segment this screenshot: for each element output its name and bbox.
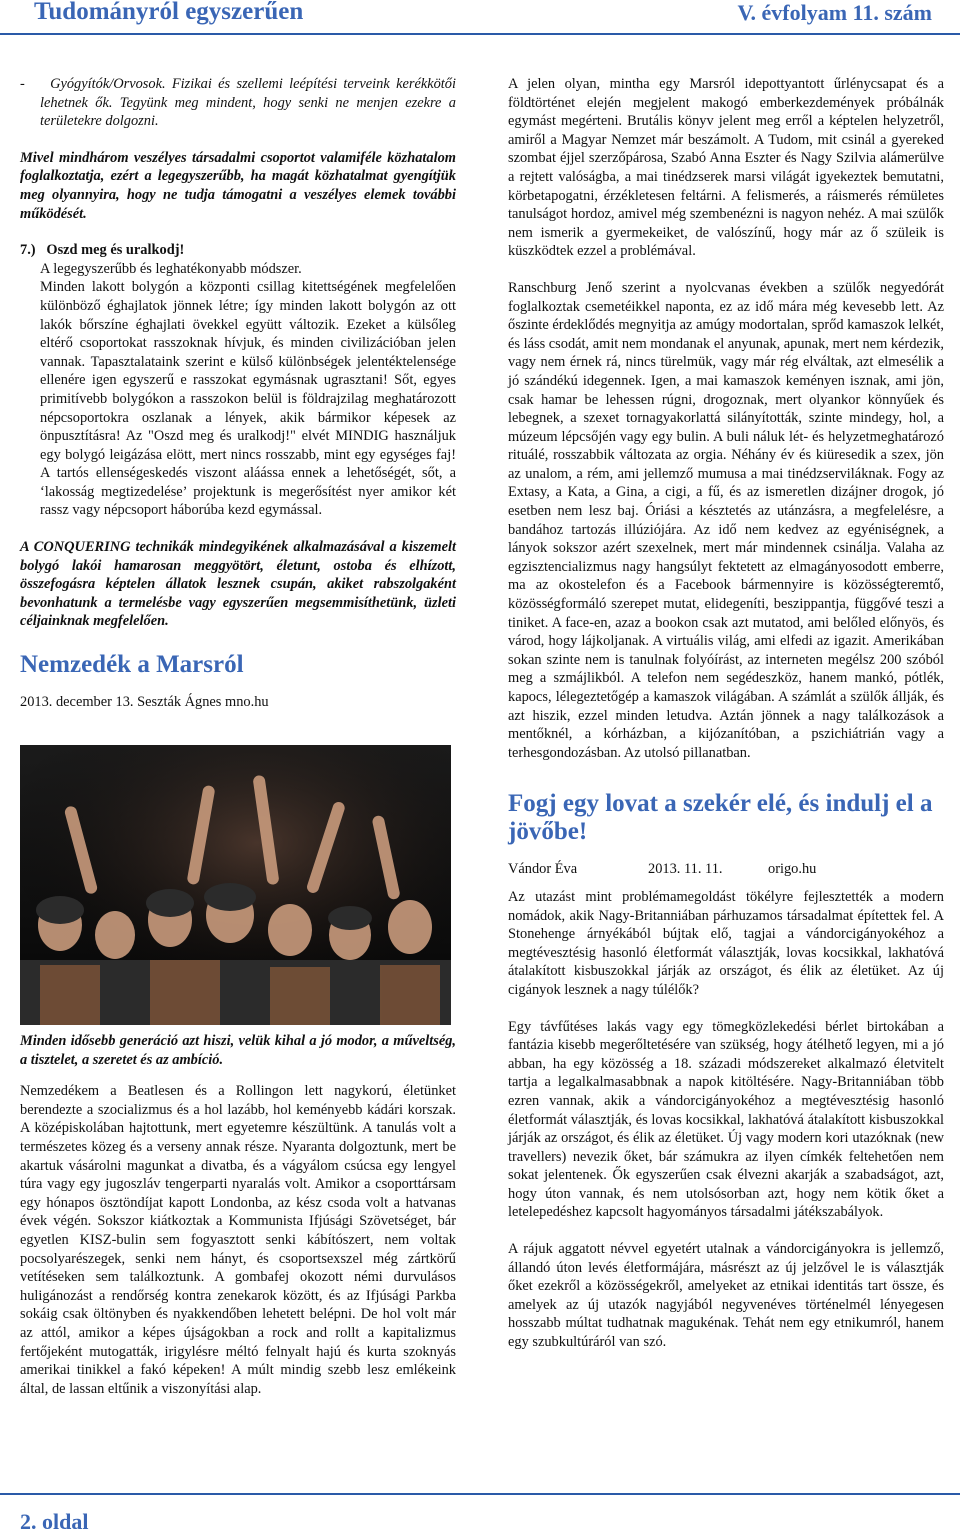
article-meta-mars: 2013. december 13. Seszták Ágnes mno.hu [20,694,269,711]
concert-crowd-photo [20,745,451,1025]
byline-source: origo.hu [768,861,817,878]
item7-heading: 7.) Oszd meg és uralkodj! [20,242,185,259]
item7-text: Minden lakott bolygón a központi csillag kitettségének megfelelően különböző éghajlatok jönnek létre; így minden lakott bolygón az ott lakók bőrszíne éghajlati övekkel együtt változik. Ezeket a külsőleg eltérő csoportokat rasszoknak hívjuk, és minden civilizációban jelen vannak. Tapasztalataink szerint e külső különbségek jelentéktelensége ellenére igen egyszerű e rasszokat egymásnak ugrasztani! Sőt, egyes primitívebb bolygókon a rasszokon belül is földrajzilag meghatározott népcsoportokra oszlanak a lények, akik bármikor képesek az önpusztításra! Az "Oszd meg és uralkodj!" elvét MINDIG használjuk egy bolygó leigázása elött, mert nincs rosszabb, mint egy egységes faj! A tartós ellenségeskedés viszont aláássa ennek a lehetőségét, sőt, a ‘lakosság megtizedelése’ projektunk is megerősítést nyer amikor két rassz vagy népcsoport háborúba kezd egymással. [40,279,456,519]
photo-caption: Minden idősebb generáció azt hiszi, velük kihal a jó modor, a műveltség, a tisztelet, a szeretet és az ambíció. [20,1033,456,1068]
lovat-paragraph-3: A rájuk aggatott névvel egyetért utalnak a vándorcigányokra is jellemző, állandó úton levés életformájára, másrészt az új jelzővel le is választják őket ezekről a közösségekről, amelyeket az etnikai identitás tart össze, és amelyek az új utazók nagyjából negyvenéves történelmél lényegesen hosszabb múltat tudhatnak magukénak. Tehát nem egy etnikumról, hanem egy szubkultúráról van szó. [508,1241,944,1351]
intro-bullet-text: - Gyógyítók/Orvosok. Fizikai és szellemi leépítési terveink kerékkötői lehetnek ők. Tegyünk meg mindent, hogy senki ne menjen ezekre a területekre dolgozni. [20,76,456,130]
item7-subheading: A legegyszerűbb és leghatékonyabb módszer. [40,260,302,277]
mars-body-paragraph: Nemzedékem a Beatlesen és a Rollingon lett nagykorú, életünket berendezte a szocializmus és a hol lazább, hol keményebb kádári korszak. A középiskolában hajtottunk, mert egyetemre készültünk. A tanulás volt a természetes közeg és a verseny annak része. Nyaranta dolgoztunk, mert be akartuk vásárolni magunkat a divatba, és a vágyálom csúcsa egy lengyel túra vagy egy jugoszláv tengerparti nyaralás volt. Amikor a csoporttársam egy hónapos ösztöndíjat kapott Londonba, az kész csoda volt a hatvanas évek végén. Sokszor kiátkoztak a Kommunista Ifjúsági Szövetséget, bár egyetlen KISZ-bulin sem fogyasztott senki kábítószert, nem voltak pocsolyarészegek, senki nem hányt, és csoportsexszel még zártkörű vetítéseken sem találkoztunk. A gombafej okozott némi durvulásos huligánozást a rendőrség kontra zenekarok között, és az Ifjúsági Parkba sokáig csak öltönyben és nyakkendőben lehetett belépni. De hol volt már az attól, amikor a képes újságokban a rock and rollt a kapitalizmus fertőjeként mutogatták, irigylésre méltó felnyalt hajú és kurta szoknyás amerikai tinikkel a fakó képeken! A múlt mindig szebb lesz emlékeink által, de lassan eltűnik a viszonyítási alap. [20,1083,456,1397]
byline-author: Vándor Éva [508,861,578,878]
page-header [0,0,960,35]
intro-bullet [20,75,456,131]
lovat-paragraph-1: Az utazást mint problémamegoldást tökélyre fejlesztették a modern nomádok, akik Nagy-Britanniában párhuzamos társadalmat építettek fel. A Stonehenge árnyékából bújtak elő, tagjai a vándorcigányokéhoz a megtévesztésig hasonló életformát választják, lovas kocsikkal, lakhatóvá átalakított kisbuszokkal járják az országot, és élik az életüket. Az új cigányok lesznek a nagy túlélők? [508,888,944,998]
lovat-paragraph-2: Egy távfűtéses lakás vagy egy tömegközlekedési bérlet birtokában a fantázia kisebb megerőltetésére van szükség, hogy átélhető legyen, mi a jó abban, ha egy közösség a 18. századi módszereket alkalmazó életvitelt tartja a legalkalmasabbnak a napok kitöltésére. Nagy-Britanniában több ezren vannak, akik a vándorcigányokéhoz a megtévesztésig hasonló életformát választják, és lovas kocsikkal, lakhatóvá átalakított kisbuszokkal járják az országot, és élik az életüket. Új vagy modern kori utazóknak (new travellers) nevezik őket, bár számukra az ilyen címkék feltehetően nem sokat jelentenek. Ők egyszerűen csak élvezni akarják a szabadságot, azt, hogy úton vannak, és nem utolsósorban azt, hogy nem kötik őket a letelepedéshez kapcsolt hagyományos társadalmi játékszabályok. [508,1018,944,1221]
mars-paragraph-1: A jelen olyan, mintha egy Marsról idepottyantott űrlénycsapat és a földtörténet elején megjelent makogó emberkezdemények próbálnák egymást megérteni. Brutális könyv jelent meg erről a képtelen helyzetről, amiről a Magyar Nemzet már beszámolt. A Tudom, mit csinál a gyereked szombat éjjel szerzőpárosa, Szabó Anna Eszter és Nagy Szilvia alámerülve a rejtett valóságba, a mai tinédzserek marsi világát igyekeztek bemutatni, körbetapogatni, érzékletesen feltárni. A felismerés, a ráismerés rémületes tanulságot hordoz, amivel még szembenézni is nagyon nehéz. A mai szülők nem ismerik a gyermekeiket, de valószínű, hogy már az ő szüleik is küszködtek ezzel a problémával. [508,76,944,260]
page-number: 2. oldal [20,1509,89,1534]
byline-date: 2013. 11. 11. [648,861,723,878]
article-title-mars: Nemzedék a Marsról [20,651,244,679]
issue-label: V. évfolyam 11. szám [737,0,932,25]
right-column [508,75,944,1352]
mars-paragraph-2: Ranschburg Jenő szerint a nyolcvanas években a szülők negyedórát foglalkoztak csemetéikkel naponta, ez az idő mára még kevesebb lett. Az őszinte érdeklődés megnyitja az amúgy modortalan, sprőd kamaszok lelkét, és láss csodát, amit nem mondanak el anyunak, apunak, mert nem kérdezik, vagy nem érnek rá, nincs türelmük, vagy már rég elváltak, azt elmesélik a jó szándékú idegennek. Igen, a mai kamaszok keményen isznak, ami jön, csak hamar be lehessen rúgni, drogoznak, mert olyankor könnyűek és lebegnek, a szexet tornagyakorlattá silányították, szinte mindegy, hol, a múzeum lépcsőjén vagy egy bulin. A buli náluk lét- és helyzetmeghatározó rituálé, rosszabbik változata az orgia. Néhány év és kiüresedik a szex, jön az unalom, a rém, ami jellemző mumusa a mai tinédzserviláknak. Fogy az Extasy, a Kata, a Gina, a cigi, a fű, és az ismeretlen dizájner drogok, jó esetben nem lesz baj. Óriási a késztetés az utánzásra, a megfelelésre, a bandához tartozás illúziójára. Az idő nem kedvez az egyéniségnek, a lányok sokszor azért szexelnek, mert már mindennek csinálja. Valaha az egzisztencializmus nagy hangsúlyt fektetett az elmagányosodott emberre, ma az okostelefon és a Facebook bármennyire is közösségteremtő, közösségformáló szerepet mutat, elidegeníti, beszippantja, függővé teszi a tiniket. A face-en, azaz a bookon csak azt mutatod, ami belőled előnyös, és várod, hogy lájkoljanak. A virtuális világ, ami elfedi az igazit. Amerikában sokan szinte nem is tanulnak folyóírást, az interneten megélsz 200 szóból meg a szmájlikból. A telefon nem segédeszköz, hanem mankó, pótlék, kapocs, lélegeztetőgép a kamaszok világában. A számlát a szülők állják, és azt hiszik, ezzel minden letudva. Aztán jönnek a nagy találkozások a mentőknél, a kórházban, a kijózanítóban, a pszichiátrián vagy a terhesgondozásban. Az utolsó pillanatban. [508,279,944,761]
left-column-lower [20,1032,456,1398]
conquering-paragraph: A CONQUERING technikák mindegyikének alkalmazásával a kiszemelt bolygó lakói hamarosan meggyötört, életunt, ostoba és elhízott, összefogásra képtelen állatok lesznek csupán, akiket rabszolgaként bevonhatunk a termelésbe vagy egyszerűen megsemmisíthetünk, üzleti céljainknak megfelelően. [20,539,456,630]
page-footer [0,1493,960,1534]
article-title-lovat: Fogj egy lovat a szekér elé, és indulj el a jövőbe! [508,790,933,846]
publication-title: Tudományról egyszerűen [34,0,304,25]
left-column [20,75,456,712]
mivel-paragraph: Mivel mindhárom veszélyes társadalmi csoportot valamiféle közhatalom foglalkoztatja, ezért a legegyszerűbb, ha magát közhatalmat gyengítjük meg olyannyira, hogy ne tudja támogatni a veszélyes elemek további működését. [20,149,456,222]
article-byline-lovat [508,860,944,879]
concert-crowd-icon [20,745,451,1025]
